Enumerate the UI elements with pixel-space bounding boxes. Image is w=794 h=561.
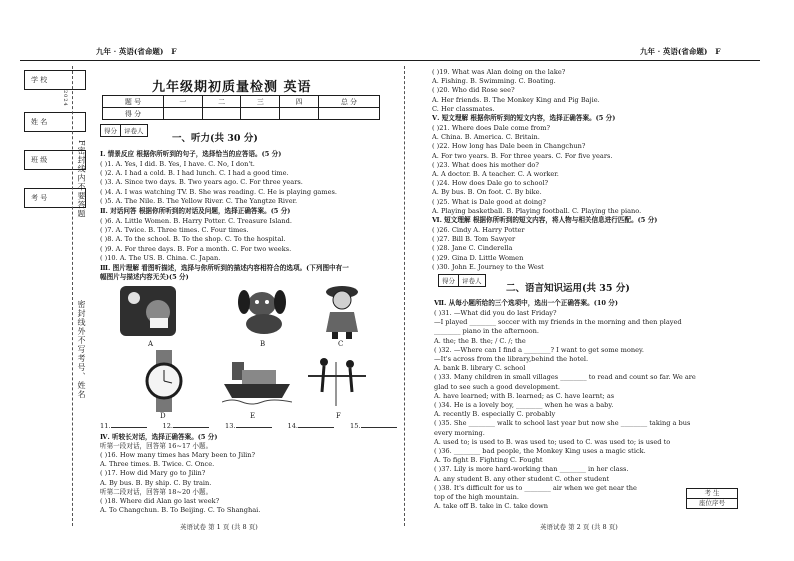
score-table [102,95,380,120]
s1-title: Ⅰ. 情景反应 根据你所听到的句子，选择恰当的应答语。(5 分) [100,150,282,158]
s6-title: Ⅵ. 短文理解 根据你所听到的短文内容，将人物与相关信息进行匹配。(5 分) [432,216,658,224]
part2-title: 二、语言知识运用(共 35 分) [506,283,630,294]
header-rule [20,60,760,61]
question-line[interactable]: ( )17. How did Mary go to Jilin? [100,469,206,478]
grader-box-2: 得分 评卷人 [438,274,486,287]
label-a: A [148,340,154,348]
score-cell[interactable] [202,108,241,120]
score-cell[interactable] [280,108,319,120]
question-line: top of the high mountain. [434,493,520,501]
header-right: 九年 · 英语(省命题) F [640,47,721,56]
exam-number-box[interactable]: 考 号 [24,188,86,208]
seal-line [72,66,73,526]
score-head: 总 分 [318,96,379,108]
s5-title: Ⅴ. 短文理解 根据你所听到的短文内容，选择正确答案。(5 分) [432,114,616,122]
picture-b-dog [232,284,294,340]
score-head: 题 号 [103,96,164,108]
question-line: every morning. [434,428,485,437]
question-line: A. the; the B. the; / C. /; the [434,336,526,345]
question-line[interactable]: ( )28. Jane C. Cinderella [432,244,513,253]
question-line: A. A doctor. B. A teacher. C. A worker. [432,170,559,178]
question-line: A. China. B. America. C. Britain. [432,133,540,142]
s4-sub2: 听第二段对话，回答第 18~20 小题。 [100,488,213,496]
picture-d-watch [142,350,186,412]
picture-c-girl [318,282,366,340]
question-line: A. By bus. B. By ship. C. By train. [100,478,212,487]
question-line: —It's across from the library,behind the hotel. [434,355,589,363]
part1-title: 一、听力(共 30 分) [172,133,258,144]
question-line[interactable]: ( )7. A. Twice. B. Three times. C. Four times. [100,226,249,235]
s7-title: Ⅶ. 从每小题所给的三个选项中，选出一个正确答案。(10 分) [434,299,619,307]
score-head: 一 [164,96,203,108]
question-line[interactable]: ( )23. What does his mother do? [432,160,539,169]
s2-title: Ⅱ. 对话问答 根据你所听到的对话及问题，选择正确答案。(5 分) [100,207,291,215]
question-line[interactable]: ( )1. A. Yes, I did. B. Yes, I have. C. No, I don't. [100,160,255,168]
question-line[interactable]: ( )2. A. I had a cold. B. I had lunch. C. I had a good time. [100,169,289,178]
blank-13[interactable]: 13. [225,422,272,430]
question-line[interactable]: ( )35. She ________ walk to school last year but now she ________ taking a bus [434,419,691,428]
stamp-line-1: 考 生 [704,489,720,497]
question-line: A. Fishing. B. Swimming. C. Boating. [432,77,556,86]
score-head: 三 [241,96,280,108]
label-f: F [336,412,341,420]
question-line: A. For two years. B. For three years. C. For five years. [432,151,613,160]
score-cell[interactable] [318,108,379,120]
school-box[interactable]: 学 校 [24,70,86,90]
question-line[interactable]: ( )24. How does Dale go to school? [432,179,549,188]
label-d: D [160,412,166,420]
grader-box-1: 得分 评卷人 [100,124,148,137]
question-line[interactable]: ( )26. Cindy A. Harry Potter [432,226,525,234]
question-line[interactable]: ( )10. A. The US. B. China. C. Japan. [100,253,221,262]
score-cell[interactable] [241,108,280,120]
blank-11[interactable]: 11. [100,422,147,430]
question-line: A. recently B. especially C. probably [434,410,556,419]
question-line[interactable]: ( )8. A. To the school. B. To the shop. C. To the hospital. [100,235,286,244]
pic-blanks [100,422,397,430]
question-line: A. any student B. any other student C. other student [434,474,610,483]
stamp-line-2: 座位序号 [687,498,737,508]
blank-14[interactable]: 14. [288,422,335,430]
s3-title: Ⅲ. 图片理解 看图听描述，选择与你所听到的描述内容相符合的选项。(下列图中有一 [100,264,349,272]
question-line: A. To Changchun. B. To Beijing. C. To Shanghai. [100,506,261,515]
question-line[interactable]: ( )21. Where does Dale come from? [432,124,551,132]
picture-f-volleyball [306,352,368,408]
question-line: A. bank B. library C. school [434,364,526,373]
column-divider [404,66,405,526]
question-line: A. Playing basketball. B. Playing football. C. Playing the piano. [432,206,642,215]
question-line[interactable]: ( )34. He is a lovely boy, ________ when he was a baby. [434,401,614,409]
picture-a-reading-night [118,284,178,338]
question-line[interactable]: ( )6. A. Little Women. B. Harry Potter. C. Treasure Island. [100,217,292,225]
question-line: A. By bus. B. On foot. C. By bike. [432,188,542,197]
question-line[interactable]: ( )4. A. I was watching TV. B. She was reading. C. He is playing games. [100,187,337,196]
question-line[interactable]: ( )36. ________ bad people, the Monkey King uses a magic stick. [434,447,646,455]
question-line: A. To fight B. Fighting C. Fought [434,456,543,465]
footer-right: 英语试卷 第 2 页 (共 8 页) [540,523,618,531]
question-line[interactable]: ( )20. Who did Rose see? [432,86,515,95]
exam-title: 九年级期初质量检测 英语 [152,80,312,95]
question-line[interactable]: ( )29. Gina D. Little Women [432,253,524,262]
question-line[interactable]: ( )9. A. For three days. B. For a month. C. For two weeks. [100,244,292,253]
question-line[interactable]: ( )25. What is Dale good at doing? [432,197,546,206]
score-cell[interactable] [164,108,203,120]
s4-title: Ⅳ. 听较长对话，选择正确答案。(5 分) [100,433,218,441]
question-line[interactable]: ( )18. Where did Alan go last week? [100,497,220,505]
seal-warning-2: 密封线外不写考号、姓名 [77,300,86,399]
question-line: C. Her classmates. [432,104,495,113]
question-line[interactable]: ( )31. —What did you do last Friday? [434,309,557,317]
blank-15[interactable]: 15. [350,422,397,430]
question-line[interactable]: ( )16. How many times has Mary been to Jilin? [100,451,256,459]
question-line: —I played ________ soccer with my friends in the morning and then played [434,318,682,327]
score-cell: 得 分 [103,108,164,120]
blank-12[interactable]: 12. [163,422,210,430]
question-line[interactable]: ( )30. John E. Journey to the West [432,262,544,271]
question-line[interactable]: ( )19. What was Alan doing on the lake? [432,68,566,76]
label-e: E [250,412,256,420]
seat-stamp[interactable] [686,488,738,509]
s4-sub1: 听第一段对话，回答第 16~17 小题。 [100,442,213,450]
question-line: A. have learned; with B. learned; as C. have learnt; as [434,391,615,400]
footer-left: 英语试卷 第 1 页 (共 8 页) [180,523,258,531]
question-line[interactable]: ( )38. It's difficult for us to ________ air when we get near the [434,483,637,492]
question-line: A. Her friends. B. The Monkey King and Pig Bajie. [432,95,600,104]
question-line[interactable]: ( )33. Many children in small villages ________ to read and count so far. We are [434,373,696,382]
question-line[interactable]: ( )3. A. Since two days. B. Two years ago. C. For three years. [100,178,303,187]
score-head: 四 [280,96,319,108]
s3-title-2: 幅图片与描述内容无关)(5 分) [100,273,189,281]
question-line: A. used to; is used to B. was used to; used to C. was used to; is used to [434,437,671,446]
seal-warning: F密封线内不要答题 [77,140,86,219]
question-line: glad to see such a good development. [434,382,560,391]
question-line[interactable]: ( )32. —Where can I find a ________? I want to get some money. [434,345,644,354]
score-head: 二 [202,96,241,108]
question-line[interactable]: ( )5. A. The Nile. B. The Yellow River. C. The Yangtze River. [100,196,298,205]
name-box[interactable]: 姓 名 [24,112,86,132]
question-line: A. take off B. take in C. take down [434,502,548,511]
question-line: ________ piano in the afternoon. [434,327,539,336]
header-left: 九年 · 英语(省命题) F [96,47,177,56]
class-box[interactable]: 班 级 [24,150,86,170]
label-b: B [260,340,266,348]
question-line[interactable]: ( )27. Bill B. Tom Sawyer [432,235,516,244]
label-c: C [338,340,344,348]
question-line: A. Three times. B. Twice. C. Once. [100,460,215,469]
question-line[interactable]: ( )22. How long has Dale been in Changchun? [432,142,586,151]
year-vertical: 2024 [62,90,68,107]
picture-e-ship [222,352,292,410]
question-line[interactable]: ( )37. Lily is more hard-working than ________ in her class. [434,465,629,474]
